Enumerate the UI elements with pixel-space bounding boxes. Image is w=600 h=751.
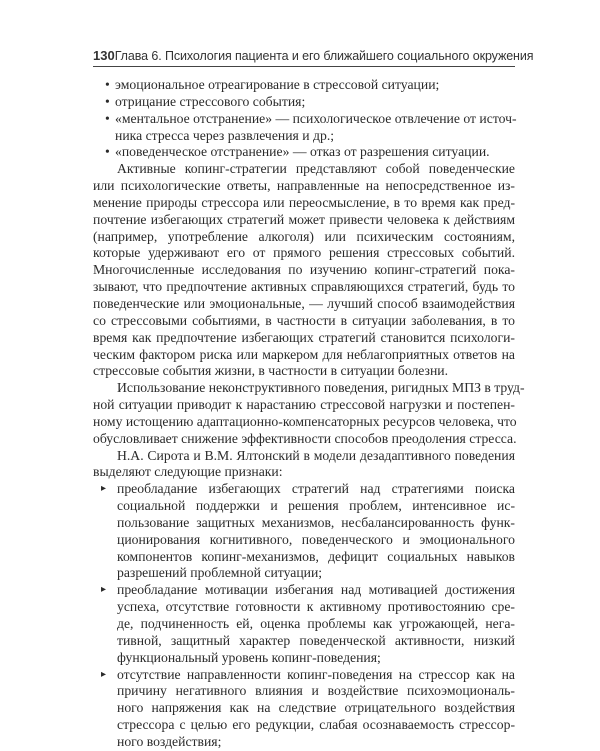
text-line: или психологические ответы, направленные на непосредственное из- (93, 178, 515, 194)
bullet-list-signs (93, 481, 515, 751)
text-line: Многочисленные исследования по изучению копинг-стратегий пока- (93, 262, 515, 278)
chapter-title: Глава 6. Психология пациента и его ближайшего социального окружения (114, 49, 534, 63)
text-line: поведенческие или эмоциональные, — лучший способ взаимодействия (93, 295, 515, 311)
bullet-marker: • (105, 110, 110, 126)
page-number: 130 (93, 48, 115, 63)
text-line: социальной поддержки и решения проблем, интенсивное ис- (117, 498, 515, 514)
text-line: компонентов копинг-механизмов, дефицит социальных навыков (117, 548, 515, 564)
bullet-marker: ▸ (101, 668, 107, 680)
bullet-marker: • (105, 144, 110, 160)
text-line: пользование защитных механизмов, несбалансированность функ- (117, 514, 515, 530)
running-header (93, 48, 534, 67)
text-line: стрессовые события жизни, в частности в ситуации болезни. (93, 363, 449, 379)
text-line: Н.А. Сирота и В.М. Ялтонский в модели дезадаптивного поведения (117, 447, 515, 463)
list-item (93, 667, 515, 751)
page-body (93, 77, 525, 751)
text-line: «ментальное отстранение» — психологическое отвлечение от источ- (115, 110, 517, 126)
text-line: зывают, что предпочтение активных справляющихся стратегий, будь то (93, 279, 515, 295)
text-line: причину негативного влияния и воздействие психоэмоциональ- (117, 683, 515, 699)
text-line: ционирования когнитивного, поведенческого и эмоционального (117, 531, 515, 547)
text-line: отсутствие направленности копинг-поведения на стрессор как на (117, 666, 515, 682)
text-line: обусловливает снижение эффективности способов преодоления стресса. (93, 430, 517, 446)
list-item (93, 481, 515, 582)
text-line: ческим фактором риска или маркером для неблагоприятных ответов на (93, 346, 515, 362)
text-line: функциональный уровень копинг-поведения; (117, 649, 381, 665)
list-item (93, 77, 515, 94)
text-line: Использование неконструктивного поведения, ригидных МПЗ в труд- (117, 380, 525, 396)
text-line: ного воздействия; (117, 733, 222, 749)
text-line: стрессора с целью его редукции, слабая осознаваемость стрессор- (117, 717, 515, 733)
text-line: тивной, защитный характер поведенческой активности, низкий (117, 632, 515, 648)
text-line: со стрессовыми событиями, в частности в ситуации заболевания, в то (93, 312, 515, 328)
list-item (93, 582, 515, 666)
text-line: которые удерживают его от прямого решения стрессовых событий. (93, 245, 515, 261)
text-line: (например, употребление алкоголя) или психическим состояниям, (93, 228, 515, 244)
list-item (93, 144, 515, 161)
text-line: де, подчиненность ей, оценка проблемы как угрожающей, нега- (117, 616, 515, 631)
text-line: время как предпочтение избегающих стратегий становится психологи- (93, 329, 515, 345)
text-line: ного напряжения как на следствие отрицательного воздействия (117, 700, 515, 716)
bullet-marker: • (105, 77, 110, 92)
paragraph-nonconstructive-behavior (93, 380, 525, 447)
list-item (93, 111, 515, 145)
text-line: почтение избегающих стратегий может привести человека к действиям (93, 211, 515, 227)
text-line: преобладание мотивации избегания над мотивацией достижения (117, 582, 515, 598)
bullet-marker: ▸ (101, 483, 107, 495)
text-line: Активные копинг-стратегии представляют собой поведенческие (117, 161, 515, 177)
bullet-marker: • (105, 93, 110, 109)
bullet-list-top (93, 77, 515, 161)
text-line: ному истощению адаптационно-компенсаторных ресурсов человека, что (93, 413, 517, 429)
text-line: преобладание избегающих стратегий над стратегиями поиска (117, 481, 515, 497)
text-line: успеха, отсутствие готовности к активному противостоянию сре- (117, 599, 515, 615)
list-item (93, 94, 515, 111)
text-line: разрешений проблемной ситуации; (117, 565, 323, 581)
text-line: отрицание стрессового события; (115, 93, 306, 109)
text-line: ника стресса через развлечения и др.; (115, 127, 335, 143)
text-line: менение природы стрессора или переосмысление, в то время как пред- (93, 194, 515, 210)
text-line: ной ситуации приводит к нарастанию стрессовой нагрузки и постепен- (93, 397, 515, 413)
text-line: «поведенческое отстранение» — отказ от разрешения ситуации. (115, 144, 490, 160)
text-line: выделяют следующие признаки: (93, 464, 283, 480)
paragraph-model-intro (93, 448, 515, 482)
text-line: эмоциональное отреагирование в стрессовой ситуации; (115, 77, 440, 92)
paragraph-active-coping (93, 161, 515, 380)
bullet-marker: ▸ (101, 584, 107, 596)
